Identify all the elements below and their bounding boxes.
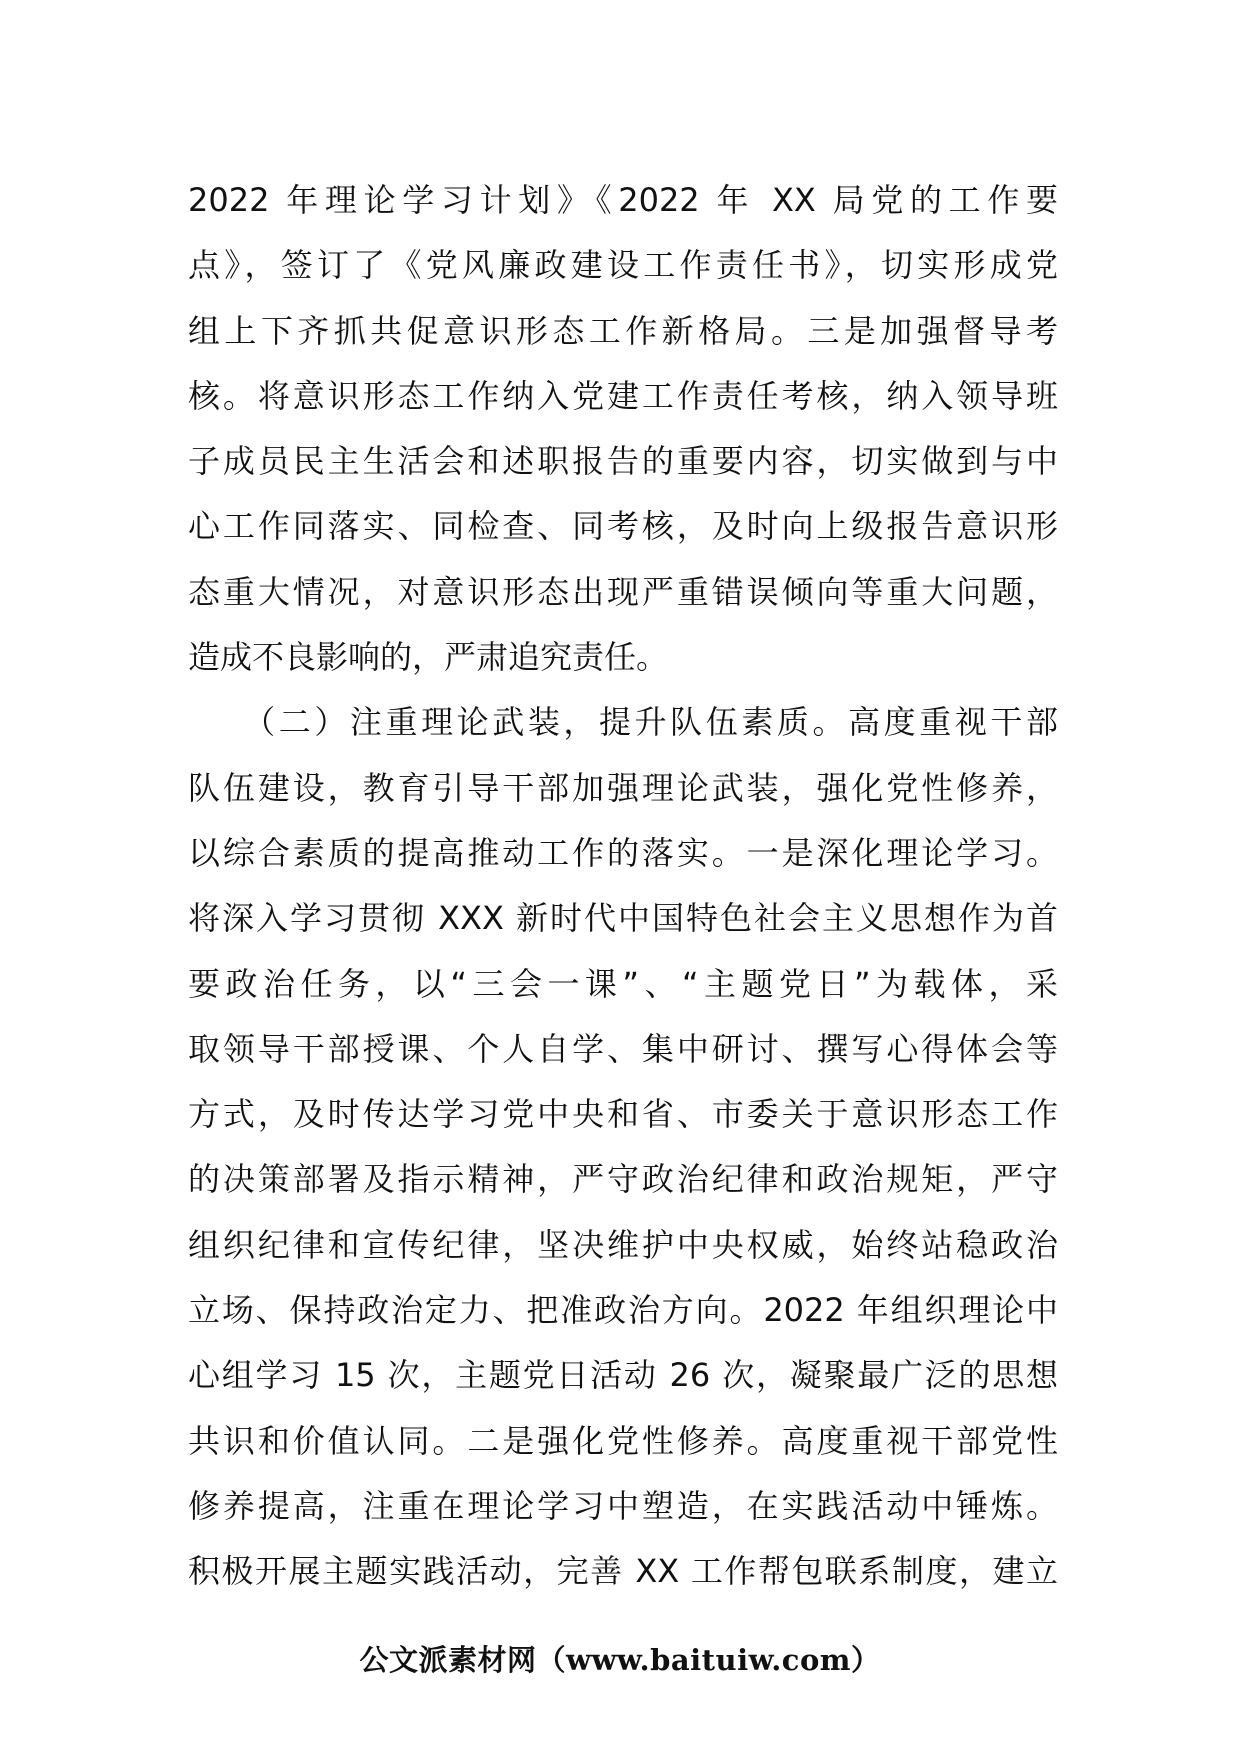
text-line: 要政治任务，以“三会一课”、“主题党日”为载体，采 [188,964,1058,1003]
text-line: 组上下齐抓共促意识形态工作新格局。三是加强督导考 [188,311,1058,350]
text-line: 队伍建设，教育引导干部加强理论武装，强化党性修养， [188,768,1058,807]
text-line: （二）注重理论武装，提升队伍素质。高度重视干部 [188,703,1058,742]
text-line: 以综合素质的提高推动工作的落实。一是深化理论学习。 [188,833,1058,872]
text-line: 取领导干部授课、个人自学、集中研讨、撰写心得体会等 [188,1029,1058,1068]
text-line: 2022 年理论学习计划》《2022 年 XX 局党的工作要 [188,181,1058,219]
text-line: 造成不良影响的，严肃追究责任。 [188,638,669,677]
text-line: 立场、保持政治定力、把准政治方向。2022 年组织理论中 [188,1291,1058,1330]
text-line: 的决策部署及指示精神，严守政治纪律和政治规矩，严守 [188,1160,1058,1199]
text-line: 共识和价值认同。二是强化党性修养。高度重视干部党性 [188,1421,1058,1460]
text-line: 核。将意识形态工作纳入党建工作责任考核，纳入领导班 [188,376,1058,415]
text-line: 点》，签订了《党风廉政建设工作责任书》，切实形成党 [188,246,1058,285]
document-body [188,168,1058,1605]
text-line: 方式，及时传达学习党中央和省、市委关于意识形态工作 [188,1095,1058,1134]
text-line: 心组学习 15 次，主题党日活动 26 次，凝聚最广泛的思想 [188,1356,1058,1395]
text-line: 积极开展主题实践活动，完善 XX 工作帮包联系制度，建立 [188,1552,1058,1591]
text-line: 将深入学习贯彻 XXX 新时代中国特色社会主义思想作为首 [188,899,1058,938]
text-line: 心工作同落实、同检查、同考核，及时向上级报告意识形 [188,507,1058,546]
text-line: 子成员民主生活会和述职报告的重要内容，切实做到与中 [188,442,1058,481]
footer-watermark: 公文派素材网（www.baituiw.com） [359,1643,881,1677]
text-line: 态重大情况，对意识形态出现严重错误倾向等重大问题， [188,572,1058,611]
text-line: 组织纪律和宣传纪律，坚决维护中央权威，始终站稳政治 [188,1225,1058,1264]
text-line: 修养提高，注重在理论学习中塑造，在实践活动中锤炼。 [188,1486,1058,1525]
